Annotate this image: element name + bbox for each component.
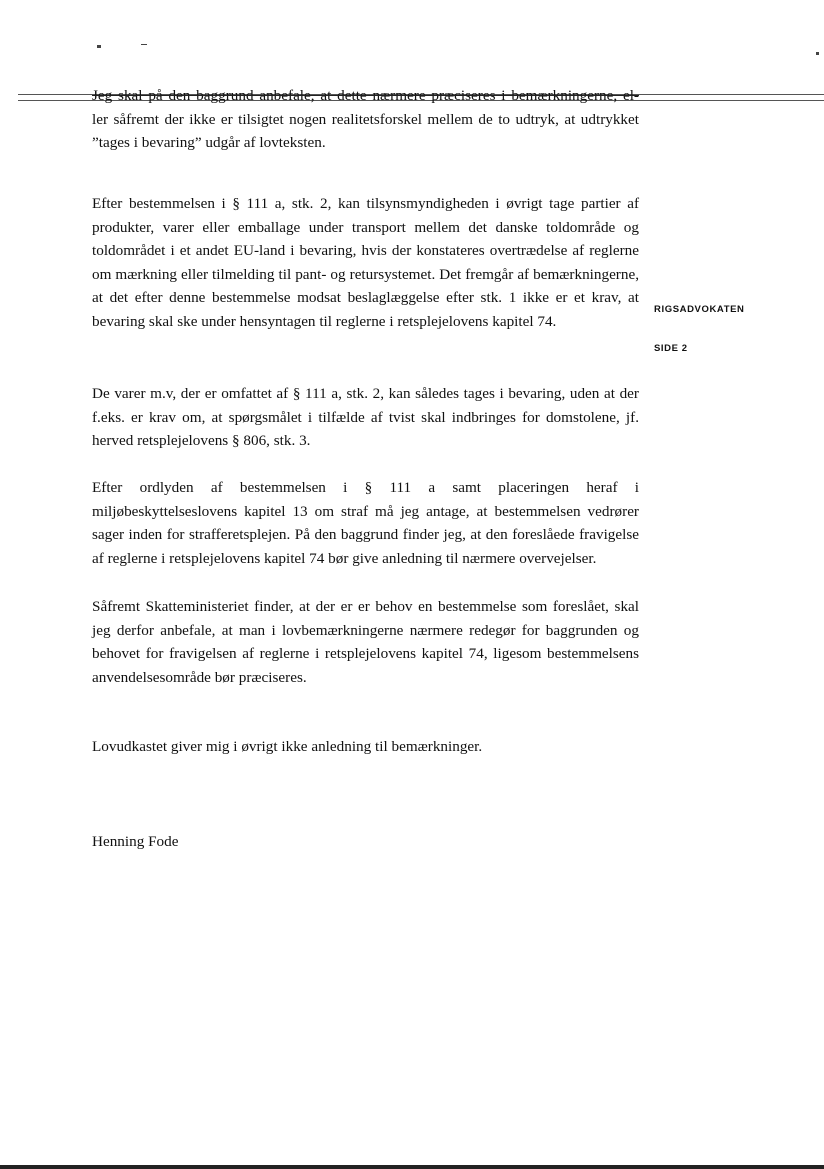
scan-speck (97, 45, 101, 48)
scan-speck (141, 44, 147, 45)
paragraph-6: Lovudkastet giver mig i øvrigt ikke anledning til bemærkninger. (92, 738, 483, 756)
page-number-label: SIDE 2 (654, 343, 688, 354)
paragraph-4: Efter ordlyden af bestemmelsen i § 111 a samt placeringen heraf i miljøbeskyttelseslovens kapitel 13 om straf må jeg antage, at bestemmelsen vedrører sager inden for strafferetsplejen. På den baggrund finder jeg, at den foreslåede fravigelse af reglerne i retsplejelovens kapitel 74 bør give anledning til nærmere overvejelser. (92, 479, 639, 567)
scan-speck (816, 52, 819, 55)
signature: Henning Fode (92, 833, 179, 851)
scan-bottom-edge (0, 1165, 824, 1169)
struck-through-line: Jeg skal på den baggrund anbefale, at dette nærmere præciseres i bemærkningerne, el- (92, 87, 639, 104)
paragraph-1-text: ler såfremt der ikke er tilsigtet nogen realitetsforskel mellem de to udtryk, at udtrykket ”tages i bevaring” udgår af lovteksten. (92, 110, 639, 151)
paragraph-3: De varer m.v, der er omfattet af § 111 a, stk. 2, kan således tages i bevaring, uden at der f.eks. er krav om, at spørgsmålet i tilfælde af tvist skal indbringes for domstolene, jf. herved retsplejelovens § 806, stk. 3. (92, 385, 639, 450)
organization-label: RIGSADVOKATEN (654, 304, 745, 315)
paragraph-5: Såfremt Skatteministeriet finder, at der er er behov en bestemmelse som foreslået, skal jeg derfor anbefale, at man i lovbemærkningerne nærmere redegør for baggrunden og behovet for fravigelsen af reglerne i retsplejelovens kapitel 74, ligesom bestemmelsens anvendelsesområde bør præciseres. (92, 598, 639, 686)
paragraph-1 (92, 84, 639, 155)
paragraph-2: Efter bestemmelsen i § 111 a, stk. 2, kan tilsynsmyndigheden i øvrigt tage partier af produkter, varer eller emballage under transport mellem det danske toldområde og toldområdet i et andet EU-land i bevaring, hvis der konstateres overtrædelse af reglerne om mærkning eller tilmelding til pant- og retursystemet. Det fremgår af bemærkningerne, at det efter denne bestemmelse modsat beslaglæggelse efter stk. 1 ikke er et krav, at bevaring skal ske under hensyntagen til reglerne i retsplejelovens kapitel 74. (92, 195, 639, 330)
